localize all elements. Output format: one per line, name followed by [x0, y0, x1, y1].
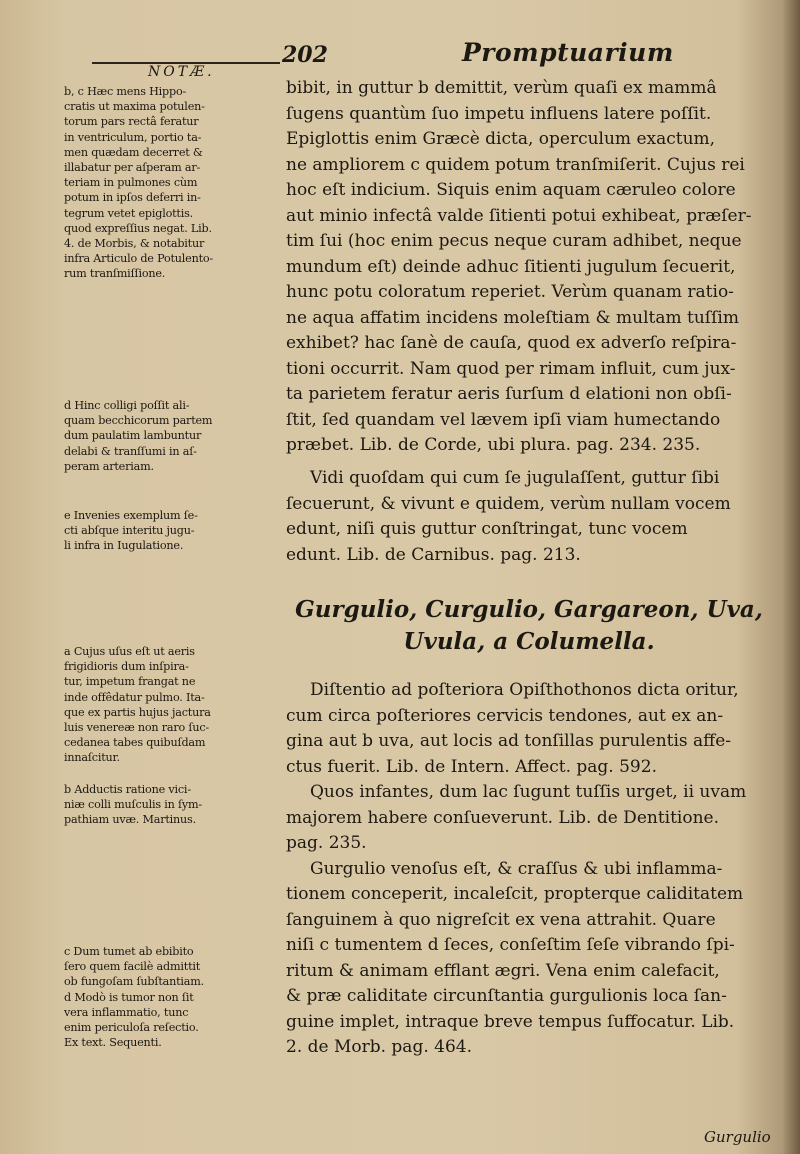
margin-note-4	[64, 644, 284, 766]
text-line: Epiglottis enim Græcè dicta, operculum exactum,	[286, 129, 716, 149]
margin-note-3	[64, 508, 284, 554]
note-line: quod expreſſius negat. Lib.	[64, 221, 212, 235]
note-line: in ventriculum, portio ta-	[64, 130, 202, 144]
main-text-paragraph-1	[286, 76, 772, 459]
text-line: ne ampliorem c quidem potum tranſmiſerit. Cujus rei	[286, 154, 745, 175]
note-line: d Modò is tumor non ſit	[64, 990, 194, 1004]
text-line: tioni occurrit. Nam quod per rimam influit, cum jux-	[286, 358, 736, 379]
note-line: e Invenies exemplum ſe-	[64, 509, 198, 522]
text-line: edunt. Lib. de Carnibus. pag. 213.	[286, 544, 581, 565]
note-line: delabi & tranſſumi in aſ-	[64, 444, 197, 458]
note-line: enim periculoſa reſectio.	[64, 1021, 199, 1035]
text-line: edunt, niſi quis guttur conſtringat, tunc vocem	[286, 519, 688, 539]
text-line: ctus fuerit. Lib. de Intern. Affect. pag. 592.	[286, 756, 657, 777]
note-line: innaſcitur.	[64, 751, 120, 765]
note-line: b, c Hæc mens Hippo-	[64, 85, 187, 98]
note-line: que ex partis hujus jactura	[64, 705, 211, 719]
margin-note-1	[64, 84, 284, 282]
main-text-paragraph-3	[286, 678, 772, 1061]
note-line: infra Articulo de Potulento-	[64, 252, 214, 266]
note-line: pathiam uvæ. Martinus.	[64, 813, 196, 827]
text-line: Vidi quoſdam qui cum ſe jugulaſſent, guttur ſibi	[310, 468, 720, 488]
text-line: cum circa poſteriores cervicis tendones, aut ex an-	[286, 705, 724, 726]
text-line: hoc eſt indicium. Siquis enim aquam cæruleo colore	[286, 180, 736, 200]
note-line: teriam in pulmones cùm	[64, 176, 198, 190]
text-line: Quos infantes, dum lac ſugunt tuſſis urget, ii uvam	[310, 782, 747, 802]
running-title: Promptuarium	[462, 38, 674, 67]
note-line: ſero quem facilè admittit	[64, 960, 201, 974]
text-line: ſugens quantùm ſuo impetu influens latere poſſit.	[286, 103, 712, 124]
text-line: ritum & animam efflant ægri. Vena enim calefacit,	[286, 960, 720, 981]
text-line: aut minio infectâ valde ſitienti potui exhibeat, præſer-	[286, 205, 752, 226]
text-line: & præ caliditate circunſtantia gurgulionis loca ſan-	[286, 986, 727, 1006]
text-line: ſanguinem à quo nigreſcit ex vena attrahit. Quare	[286, 909, 716, 930]
text-line: majorem habere conſueverunt. Lib. de Dentitione.	[286, 807, 720, 828]
note-line: potum in ipſos deferri in-	[64, 191, 201, 205]
margin-note-6	[64, 944, 284, 1050]
note-line: vera inflammatio, tunc	[64, 1005, 189, 1019]
text-line: tionem conceperit, incaleſcit, propterque caliditatem	[286, 884, 744, 904]
note-line: dum paulatim lambuntur	[64, 429, 202, 443]
note-line: a Cujus uſus eſt ut aeris	[64, 645, 195, 658]
text-line: Diſtentio ad poſteriora Opiſthothonos dicta oritur,	[310, 680, 739, 700]
note-line: c Dum tumet ab ebibito	[64, 945, 194, 958]
text-line: 2. de Morb. pag. 464.	[286, 1037, 472, 1057]
section-title-line-2: Uvula, a Columella.	[403, 628, 655, 655]
text-line: mundum eſt) deinde adhuc ſitienti jugulum ſecuerit,	[286, 256, 736, 277]
note-line: luis venereæ non raro ſuc-	[64, 721, 210, 735]
note-line: torum pars rectâ feratur	[64, 115, 199, 129]
note-line: peram arteriam.	[64, 459, 154, 473]
note-line: b Adductis ratione vici-	[64, 783, 191, 796]
text-line: ta parietem feratur aeris ſurſum d elationi non obſi-	[286, 384, 732, 404]
note-line: quam becchicorum partem	[64, 414, 213, 428]
text-line: exhibet? hac ſanè de cauſa, quod ex adverſo reſpira-	[286, 333, 737, 353]
note-line: Ex text. Sequenti.	[64, 1036, 162, 1050]
text-line: gina aut b uva, aut locis ad tonſillas purulentis affe-	[286, 731, 732, 751]
section-title	[286, 594, 772, 658]
note-line: frigidioris dum inſpira-	[64, 660, 189, 674]
text-line: ſecuerunt, & vivunt e quidem, verùm nullam vocem	[286, 493, 731, 514]
page-number: 202	[282, 42, 328, 68]
margin-note-5	[64, 782, 284, 828]
note-line: illabatur per aſperam ar-	[64, 161, 201, 175]
text-line: Gurgulio venoſus eſt, & craſſus & ubi inflamma-	[310, 858, 723, 879]
note-line: cratis ut maxima potulen-	[64, 100, 205, 114]
text-line: hunc potu coloratum reperiet. Verùm quanam ratio-	[286, 282, 734, 302]
note-line: cti abſque interitu jugu-	[64, 524, 195, 538]
note-line: ob fungoſam ſubſtantiam.	[64, 975, 205, 989]
note-line: niæ colli muſculis in ſym-	[64, 798, 203, 812]
page-edge-shadow	[782, 0, 800, 1154]
text-line: ne aqua affatim incidens moleſtiam & multam tuſſim	[286, 307, 739, 328]
text-line: bibit, in guttur b demittit, verùm quaſi ex mammâ	[286, 78, 717, 98]
note-line: tegrum vetet epiglottis.	[64, 206, 194, 220]
note-line: cedanea tabes quibuſdam	[64, 736, 206, 750]
note-line: rum tranſmiſſione.	[64, 267, 166, 281]
note-line: d Hinc colligi poſſit ali-	[64, 399, 190, 412]
section-title-line-1: Gurgulio, Curgulio, Gargareon, Uva,	[295, 596, 763, 623]
text-line: præbet. Lib. de Corde, ubi plura. pag. 234. 235.	[286, 435, 701, 455]
note-line: li infra in Iugulatione.	[64, 539, 184, 553]
note-line: men quædam decerret &	[64, 145, 203, 159]
text-line: guine implet, intraque breve tempus ſuffocatur. Lib.	[286, 1011, 735, 1032]
note-line: inde offêdatur pulmo. Ita-	[64, 690, 205, 704]
text-line: niſi c tumentem d ſeces, conſeſtim ſeſe vibrando ſpi-	[286, 935, 735, 955]
margin-note-2	[64, 398, 284, 474]
note-line: 4. de Morbis, & notabitur	[64, 237, 205, 251]
text-line: pag. 235.	[286, 833, 367, 853]
catchword: Gurgulio	[704, 1128, 771, 1146]
main-text-paragraph-2	[286, 466, 772, 568]
note-line: tur, impetum frangat ne	[64, 675, 196, 689]
text-line: ſtit, ſed quandam vel lævem ipſi viam humectando	[286, 409, 721, 430]
notes-heading: NOTÆ.	[148, 64, 215, 80]
text-line: tim ſui (hoc enim pecus neque curam adhibet, neque	[286, 231, 742, 251]
